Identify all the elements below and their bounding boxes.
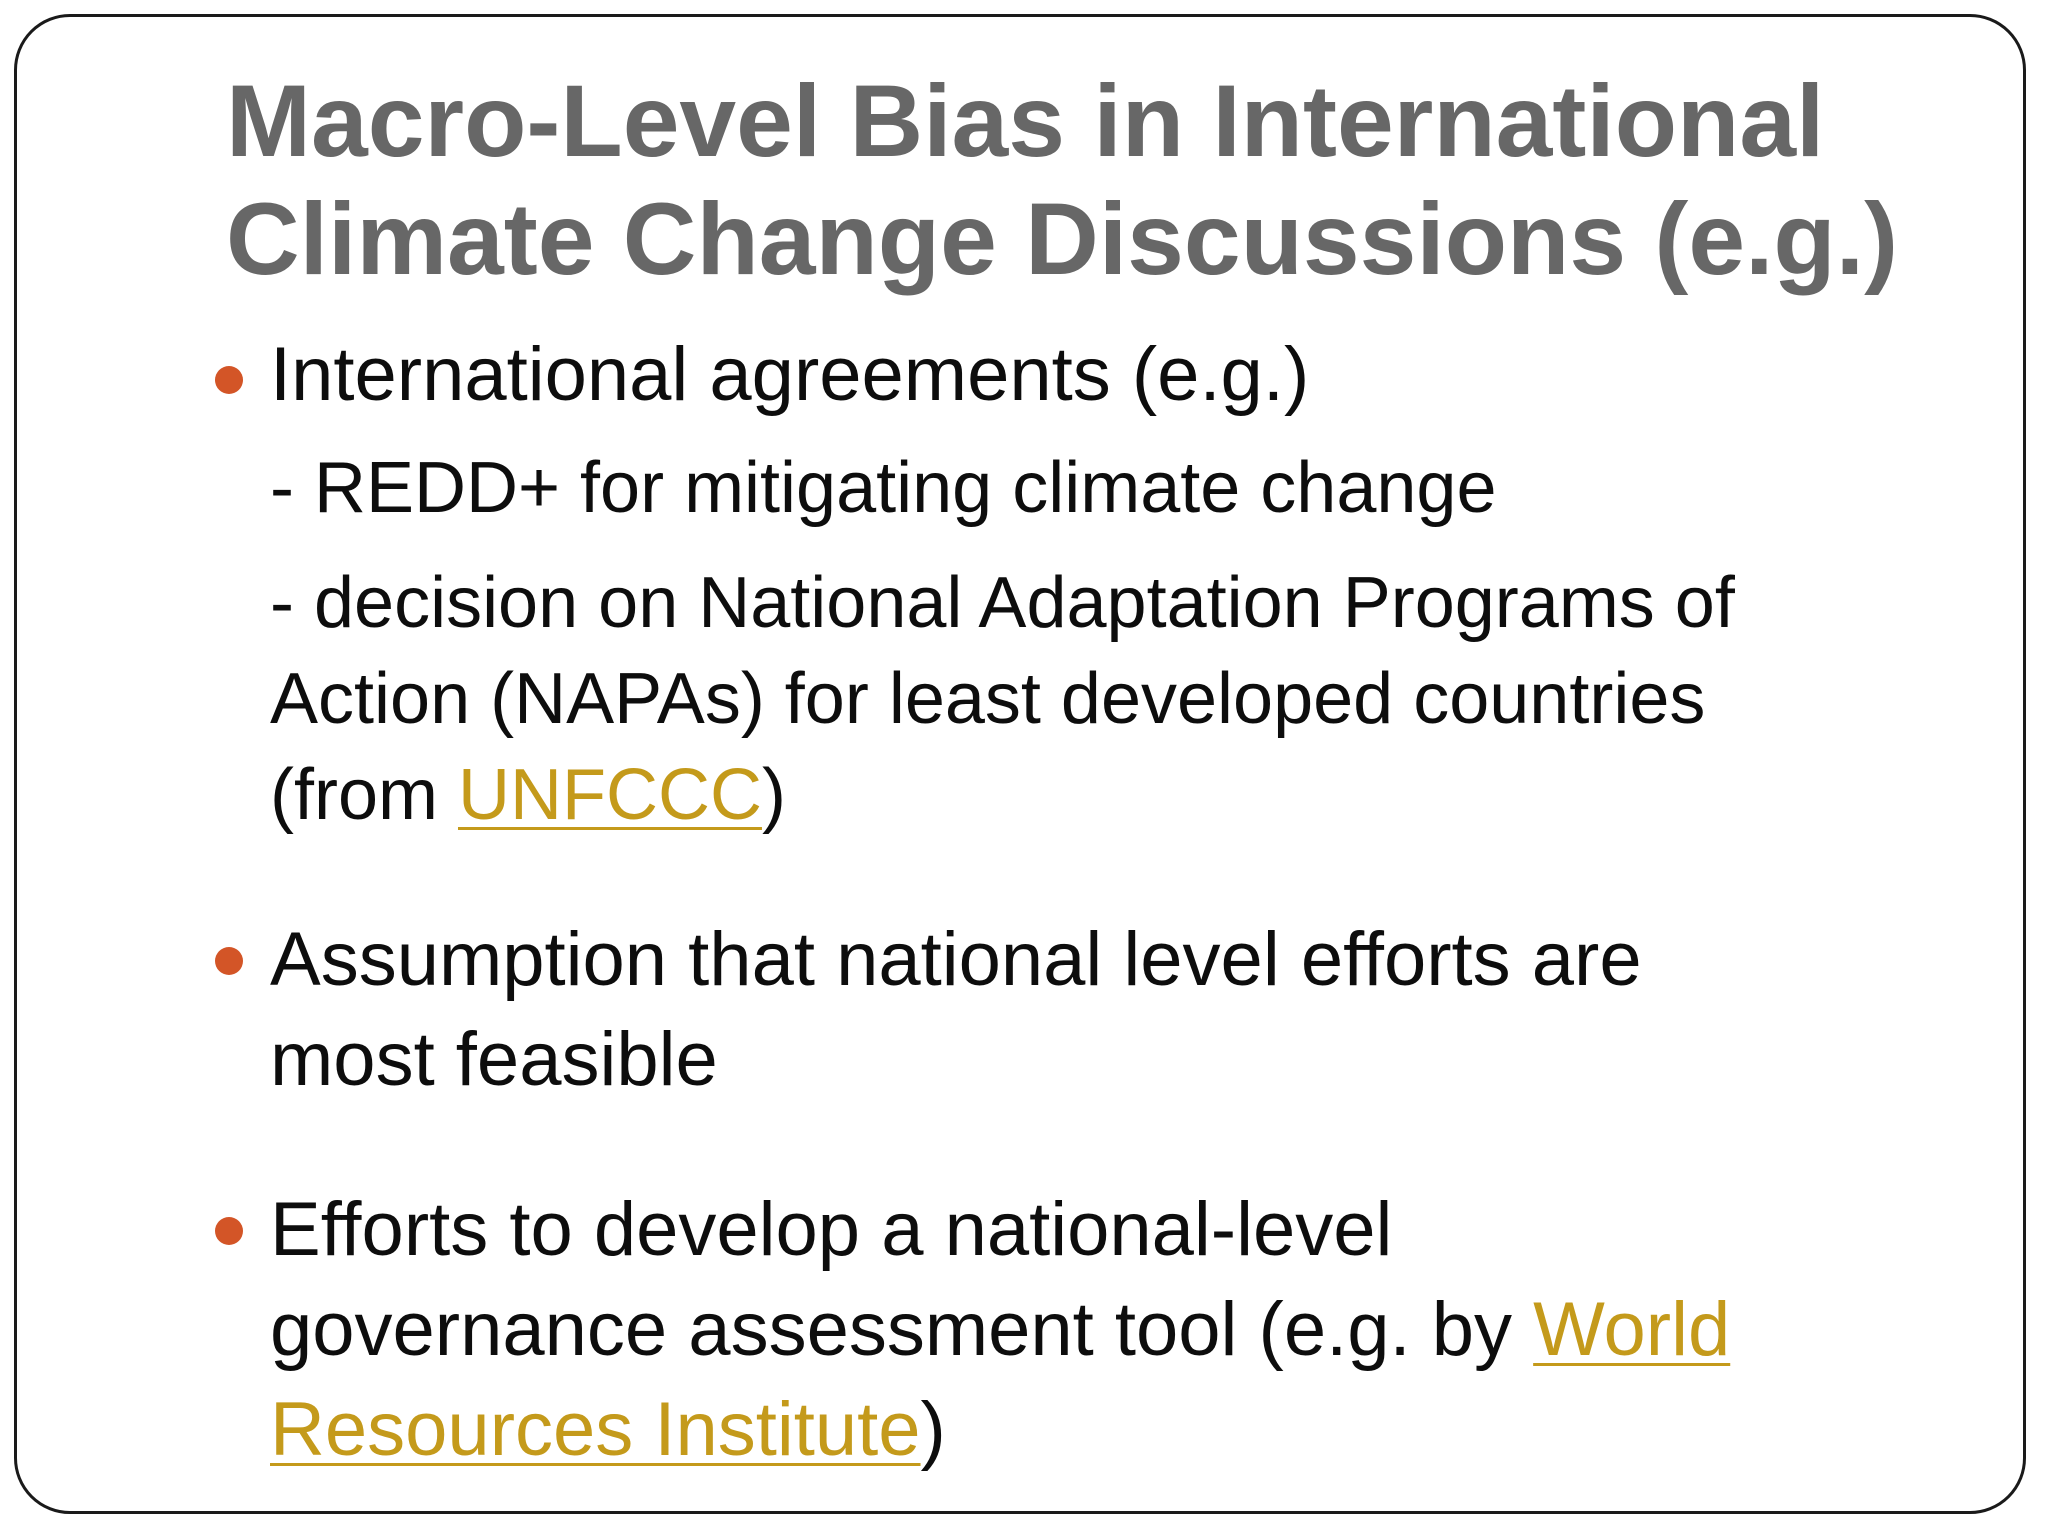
subitem-line-3 <box>270 747 1735 843</box>
subitem-line-3-prefix: (from <box>270 755 458 835</box>
bullet-national-efforts <box>270 910 1642 1110</box>
bullet-line-1: Assumption that national level efforts are <box>270 917 1642 1002</box>
bullet-line-3 <box>270 1380 1730 1480</box>
unfccc-link[interactable]: UNFCCC <box>457 755 762 835</box>
world-resources-institute-link-continued[interactable]: Resources Institute <box>270 1387 921 1472</box>
bullet-governance-tool <box>270 1180 1730 1480</box>
bullet-dot-icon <box>215 366 243 394</box>
subitem-line-3-suffix: ) <box>761 755 786 835</box>
bullet-dot-icon <box>215 947 243 975</box>
slide-title <box>226 62 1986 298</box>
title-line-2: Climate Change Discussions (e.g.) <box>226 182 1899 296</box>
subitem-line-1: - decision on National Adaptation Programs of <box>270 563 1735 643</box>
subitem-napas <box>270 555 1735 843</box>
subitem-text: - REDD+ for mitigating climate change <box>270 448 1497 528</box>
bullet-dot-icon <box>215 1217 243 1245</box>
bullet-line-1: Efforts to develop a national-level <box>270 1187 1393 1272</box>
bullet-line-2-prefix: governance assessment tool (e.g. by <box>270 1287 1534 1372</box>
bullet-line-3-suffix: ) <box>920 1387 946 1472</box>
bullet-text: International agreements (e.g.) <box>270 332 1310 417</box>
bullet-line-2 <box>270 1280 1730 1380</box>
subitem-redd <box>270 440 1497 536</box>
bullet-line-2: most feasible <box>270 1017 718 1102</box>
bullet-international-agreements <box>270 325 1309 425</box>
subitem-line-2: Action (NAPAs) for least developed countries <box>270 659 1706 739</box>
world-resources-institute-link[interactable]: World <box>1533 1287 1731 1372</box>
title-line-1: Macro-Level Bias in International <box>226 64 1825 178</box>
